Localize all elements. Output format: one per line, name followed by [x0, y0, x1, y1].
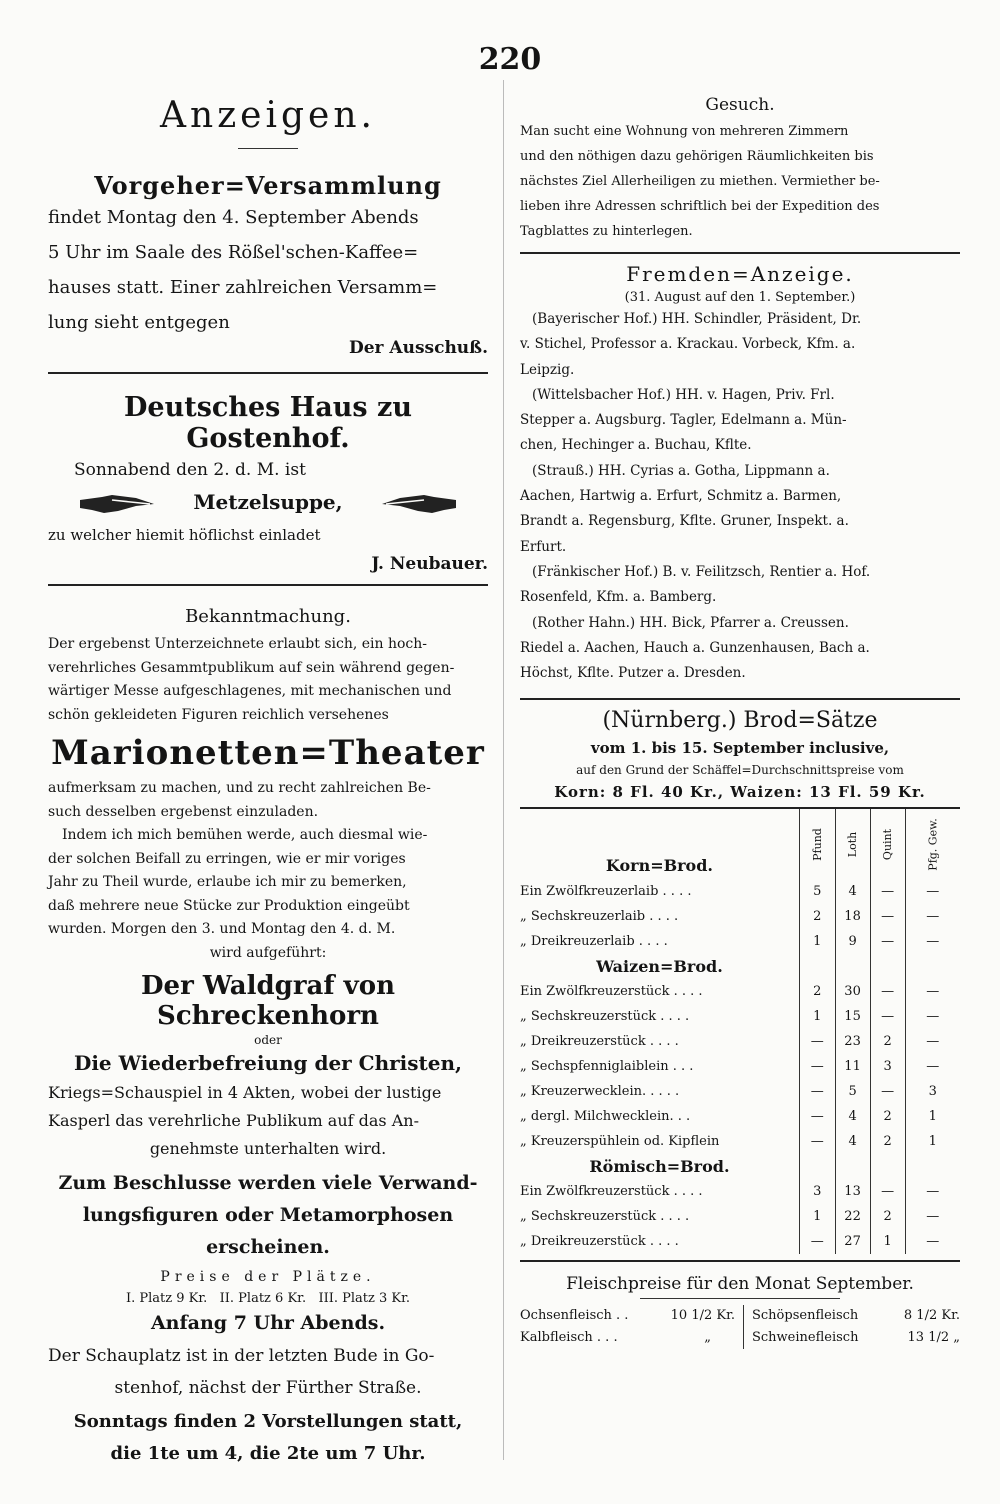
column-header: Pfg. Gew. — [905, 809, 960, 879]
fleisch-table — [520, 1305, 960, 1349]
section-label: Korn=Brod. — [605, 856, 713, 876]
text-line: Brandt a. Regensburg, Kflte. Gruner, Inspekt. a. — [520, 513, 849, 530]
page-number: 220 — [478, 42, 542, 77]
text-line: lieben ihre Adressen schriftlich bei der Expedition des — [520, 199, 880, 214]
text-line: die 1te um 4, die 2te um 7 Uhr. — [110, 1443, 426, 1464]
section-row: Waizen=Brod. — [520, 954, 960, 979]
table-header — [520, 809, 960, 879]
brod-table — [520, 809, 960, 1254]
fremden-date: (31. August auf den 1. September.) — [624, 290, 856, 305]
divider — [48, 584, 488, 586]
text-line: Kriegs=Schauspiel in 4 Akten, wobei der lustige — [48, 1083, 442, 1102]
text-line: (Bayerischer Hof.) HH. Schindler, Präsident, Dr. — [532, 311, 862, 327]
fleisch-left — [520, 1305, 744, 1349]
column-header: Loth — [835, 809, 870, 879]
column-header: Quint — [870, 809, 905, 879]
text-line: Der Schauplatz ist in der letzten Bude in Go- — [48, 1346, 435, 1366]
anzeigen-title: Anzeigen. — [160, 95, 376, 136]
korn-price: Korn: 8 Fl. 40 Kr., Waizen: 13 Fl. 59 Kr. — [554, 783, 926, 802]
text-line: Stepper a. Augsburg. Tagler, Edelmann a. Mün- — [520, 412, 847, 429]
text-line: nächstes Ziel Allerheiligen zu miethen. Vermiether be- — [520, 174, 880, 189]
pointing-hand-icon — [378, 492, 458, 516]
bekannt-after — [48, 777, 488, 965]
table-row: „ Sechskreuzerlaib . . . . 2 18 — — — [520, 904, 960, 929]
text-line: such desselben ergebenst einzuladen. — [48, 803, 319, 820]
text-line: wird aufgeführt: — [209, 944, 327, 961]
play-title: Der Waldgraf von Schreckenhorn — [141, 971, 395, 1031]
play-description — [48, 1079, 488, 1163]
preise-title: Preise der Plätze. — [160, 1269, 376, 1285]
table-row: „ Kreuzerwecklein. . . . . — 5 — 3 — [520, 1079, 960, 1104]
left-column — [48, 90, 488, 1470]
text-line: wurden. Morgen den 3. und Montag den 4. d. M. — [48, 921, 396, 937]
text-line: Tagblattes zu hinterlegen. — [520, 224, 693, 239]
vorgeher-text — [48, 200, 488, 340]
text-line: Höchst, Kflte. Putzer a. Dresden. — [520, 665, 746, 682]
fleisch-row: Ochsenfleisch . . 10 1/2 Kr. — [520, 1308, 735, 1324]
fremden-title: Fremden=Anzeige. — [626, 262, 854, 286]
theater-title: Marionetten=Theater — [51, 733, 485, 773]
closing-text — [48, 1167, 488, 1263]
fremden-list — [520, 307, 960, 686]
text-line: Leipzig. — [520, 361, 575, 378]
table-row: Ein Zwölfkreuzerlaib . . . . 5 4 — — — [520, 879, 960, 904]
text-line: Der ergebenst Unterzeichnete erlaubt sich, ein hoch- — [48, 636, 428, 652]
table-row: „ Kreuzerspühlein od. Kipflein — 4 2 1 — [520, 1129, 960, 1154]
vorgeher-title: Vorgeher=Versammlung — [94, 171, 442, 200]
text-line: Zum Beschlusse werden viele Verwand- — [58, 1172, 478, 1194]
divider — [520, 1260, 960, 1262]
text-line: Aachen, Hartwig a. Erfurt, Schmitz a. Barmen, — [520, 488, 842, 505]
bekannt-intro — [48, 633, 488, 727]
pointing-hand-icon — [78, 492, 158, 516]
deutsches-signature: J. Neubauer. — [371, 554, 488, 574]
text-line: aufmerksam zu machen, und zu recht zahlreichen Be- — [48, 780, 431, 796]
text-line: findet Montag den 4. September Abends — [48, 207, 419, 228]
sonntags-text — [48, 1406, 488, 1470]
brod-title: (Nürnberg.) Brod=Sätze — [602, 708, 878, 734]
text-line: 5 Uhr im Saale des Rößel'schen-Kaffee= — [48, 242, 419, 263]
gesuch-text — [520, 119, 960, 244]
text-line: der solchen Beifall zu erringen, wie er mir voriges — [48, 850, 406, 867]
text-line: (Rother Hahn.) HH. Bick, Pfarrer a. Creussen. — [532, 614, 849, 631]
table-row: „ Dreikreuzerstück . . . . — 27 1 — — [520, 1229, 960, 1254]
text-line: verehrliches Gesammtpublikum auf sein während gegen- — [48, 659, 455, 676]
divider — [520, 698, 960, 700]
deutsches-title: Deutsches Haus zu Gostenhof. — [124, 392, 412, 454]
table-row: „ dergl. Milchwecklein. . . — 4 2 1 — [520, 1104, 960, 1129]
text-line: Indem ich mich bemühen werde, auch diesmal wie- — [62, 827, 428, 843]
oder-text: oder — [254, 1033, 282, 1047]
text-line: chen, Hechinger a. Buchau, Kflte. — [520, 437, 752, 454]
deutsches-line1: Sonnabend den 2. d. M. ist — [74, 460, 306, 480]
preise-text: I. Platz 9 Kr. II. Platz 6 Kr. III. Platz 3 Kr. — [125, 1291, 411, 1306]
text-line: Jahr zu Theil wurde, erlaube ich mir zu bemerken, — [48, 874, 407, 890]
table-row: Ein Zwölfkreuzerstück . . . . 3 13 — — — [520, 1179, 960, 1204]
section-row: Römisch=Brod. — [520, 1154, 960, 1179]
play-subtitle: Die Wiederbefreiung der Christen, — [73, 1051, 463, 1075]
metzelsuppe: Metzelsuppe, — [193, 490, 343, 514]
fleisch-row: Schöpsenfleisch 8 1/2 Kr. — [752, 1308, 960, 1324]
metzelsuppe-row — [48, 490, 488, 514]
anfang-text: Anfang 7 Uhr Abends. — [150, 1312, 386, 1334]
fleisch-title: Fleischpreise für den Monat September. — [566, 1274, 914, 1295]
text-line: (Strauß.) HH. Cyrias a. Gotha, Lippmann a. — [532, 462, 830, 479]
text-line: stenhof, nächst der Fürther Straße. — [114, 1378, 422, 1398]
table-row: „ Dreikreuzerlaib . . . . 1 9 — — — [520, 929, 960, 954]
deutsches-line2: zu welcher hiemit höflichst einladet — [48, 526, 321, 544]
bekannt-title: Bekanntmachung. — [185, 606, 351, 627]
text-line: erscheinen. — [206, 1236, 330, 1258]
brod-basis: auf den Grund der Schäffel=Durchschnittspreise vom — [576, 763, 904, 778]
text-line: daß mehrere neue Stücke zur Produktion eingeübt — [48, 897, 410, 914]
text-line: lung sieht entgegen — [48, 312, 230, 333]
table-row: „ Sechskreuzerstück . . . . 1 22 2 — — [520, 1204, 960, 1229]
column-header: Pfund — [799, 809, 835, 879]
text-line: lungsfiguren oder Metamorphosen — [82, 1204, 454, 1226]
fleisch-row: Kalbfleisch . . . „ — [520, 1330, 711, 1346]
text-line: wärtiger Messe aufgeschlagenes, mit mechanischen und — [48, 683, 452, 699]
fleisch-right — [744, 1305, 960, 1349]
text-line: (Fränkischer Hof.) B. v. Feilitzsch, Rentier a. Hof. — [532, 563, 871, 580]
table-row: „ Sechspfenniglaiblein . . . — 11 3 — — [520, 1054, 960, 1079]
brod-subtitle: vom 1. bis 15. September inclusive, — [590, 739, 890, 758]
table-row: „ Sechskreuzerstück . . . . 1 15 — — — [520, 1004, 960, 1029]
table-row: „ Dreikreuzerstück . . . . — 23 2 — — [520, 1029, 960, 1054]
text-line: schön gekleideten Figuren reichlich versehenes — [48, 706, 389, 723]
divider — [520, 252, 960, 254]
text-line: Erfurt. — [520, 538, 567, 555]
text-line: Kasperl das verehrliche Publikum auf das An- — [48, 1111, 419, 1130]
table-row: Ein Zwölfkreuzerstück . . . . 2 30 — — — [520, 979, 960, 1004]
gesuch-title: Gesuch. — [705, 95, 775, 115]
schauplatz-text — [48, 1340, 488, 1404]
vorgeher-signature: Der Ausschuß. — [348, 338, 488, 358]
text-line: Sonntags finden 2 Vorstellungen statt, — [73, 1411, 463, 1432]
right-column — [520, 95, 960, 1349]
text-line: Rosenfeld, Kfm. a. Bamberg. — [520, 589, 717, 606]
divider — [238, 148, 298, 149]
fleisch-row: Schweinefleisch 13 1/2 „ — [752, 1330, 960, 1346]
divider — [640, 1298, 840, 1299]
text-line: und den nöthigen dazu gehörigen Räumlichkeiten bis — [520, 149, 874, 164]
text-line: (Wittelsbacher Hof.) HH. v. Hagen, Priv. Frl. — [532, 386, 835, 403]
text-line: Riedel a. Aachen, Hauch a. Gunzenhausen, Bach a. — [520, 639, 870, 656]
divider — [48, 372, 488, 374]
text-line: genehmste unterhalten wird. — [149, 1139, 387, 1158]
text-line: hauses statt. Einer zahlreichen Versamm= — [48, 277, 438, 298]
column-separator — [503, 80, 504, 1460]
text-line: Man sucht eine Wohnung von mehreren Zimmern — [520, 124, 849, 139]
text-line: v. Stichel, Professor a. Krackau. Vorbeck, Kfm. a. — [520, 336, 856, 353]
